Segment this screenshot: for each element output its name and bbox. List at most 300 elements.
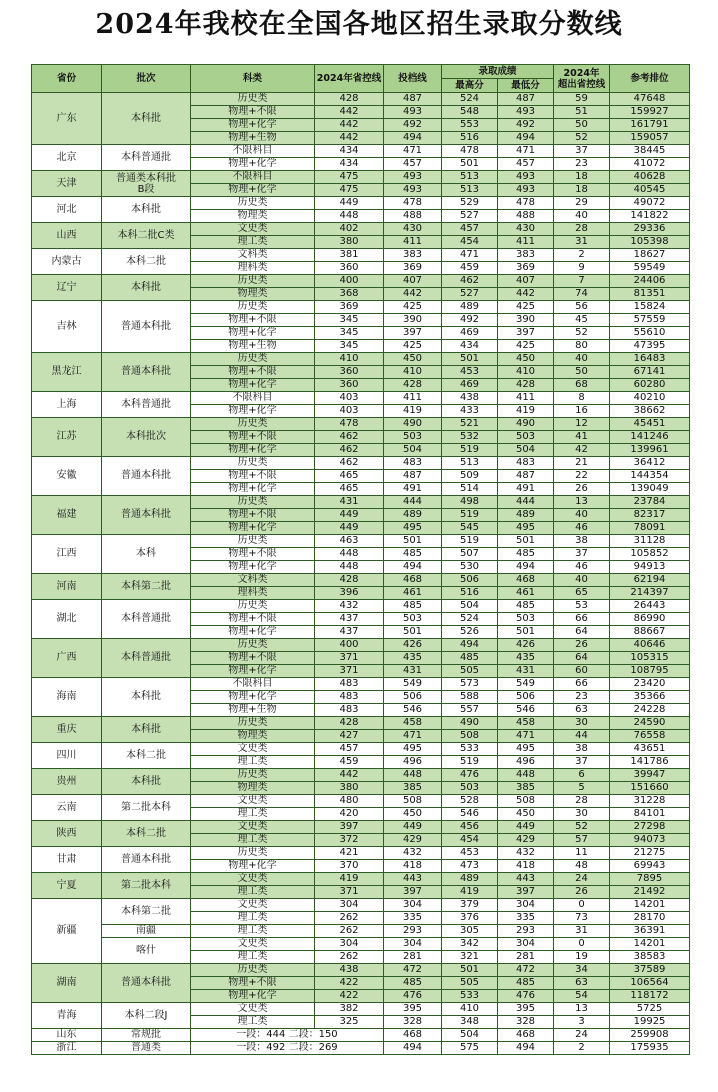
rank-cell: 40210: [610, 392, 690, 405]
filing-line-cell: 461: [384, 587, 442, 600]
rank-cell: 88667: [610, 626, 690, 639]
batch-cell: 本科二批: [102, 249, 191, 275]
above-line-cell: 52: [554, 821, 610, 834]
control-line-cell: 370: [315, 860, 384, 873]
control-line-cell: 483: [315, 704, 384, 717]
subject-cell: 历史类: [191, 301, 315, 314]
above-line-cell: 38: [554, 743, 610, 756]
subject-cell: 理科类: [191, 262, 315, 275]
control-line-cell: 462: [315, 444, 384, 457]
header-batch: 批次: [102, 65, 191, 93]
subject-cell: 物理+不限: [191, 470, 315, 483]
filing-line-cell: 494: [384, 132, 442, 145]
batch-cell: 本科批次: [102, 418, 191, 457]
rank-cell: 16483: [610, 353, 690, 366]
subject-cell: 理工类: [191, 756, 315, 769]
filing-line-cell: 411: [384, 392, 442, 405]
batch-cell: 普通本科批: [102, 847, 191, 873]
rank-cell: 29336: [610, 223, 690, 236]
above-line-cell: 13: [554, 1003, 610, 1016]
min-score-cell: 383: [498, 249, 554, 262]
filing-line-cell: 281: [384, 951, 442, 964]
table-row: [32, 197, 690, 210]
subject-cell: 文史类: [191, 821, 315, 834]
control-line-cell: 304: [315, 899, 384, 912]
above-line-cell: 30: [554, 717, 610, 730]
control-line-cell: 410: [315, 353, 384, 366]
above-line-cell: 30: [554, 808, 610, 821]
batch-cell: 普通类本科批 B段: [102, 171, 191, 197]
province-cell: 贵州: [32, 769, 102, 795]
province-cell: 宁夏: [32, 873, 102, 899]
filing-line-cell: 493: [384, 106, 442, 119]
max-score-cell: 505: [442, 665, 498, 678]
min-score-cell: 397: [498, 886, 554, 899]
filing-line-cell: 293: [384, 925, 442, 938]
subject-cell: 历史类: [191, 964, 315, 977]
subject-cell: 物理+不限: [191, 548, 315, 561]
table-row: [32, 392, 690, 405]
control-line-cell: 465: [315, 470, 384, 483]
min-score-cell: 395: [498, 1003, 554, 1016]
above-line-cell: 60: [554, 665, 610, 678]
rank-cell: 24406: [610, 275, 690, 288]
above-line-cell: 12: [554, 418, 610, 431]
min-score-cell: 501: [498, 626, 554, 639]
province-cell: 江苏: [32, 418, 102, 457]
filing-line-cell: 429: [384, 834, 442, 847]
rank-cell: 18627: [610, 249, 690, 262]
subject-cell: 理工类: [191, 912, 315, 925]
control-line-cell: 345: [315, 340, 384, 353]
control-line-cell: 402: [315, 223, 384, 236]
table-row: [32, 249, 690, 262]
filing-line-cell: 488: [384, 210, 442, 223]
max-score-cell: 498: [442, 496, 498, 509]
table-row: [32, 639, 690, 652]
max-score-cell: 521: [442, 418, 498, 431]
province-cell: 甘肃: [32, 847, 102, 873]
above-line-cell: 31: [554, 236, 610, 249]
batch-cell: 本科批: [102, 769, 191, 795]
subject-cell: 文科类: [191, 249, 315, 262]
above-line-cell: 0: [554, 899, 610, 912]
rank-cell: 43651: [610, 743, 690, 756]
province-cell: 陕西: [32, 821, 102, 847]
control-line-cell: 483: [315, 691, 384, 704]
rank-cell: 62194: [610, 574, 690, 587]
above-line-cell: 46: [554, 522, 610, 535]
rank-cell: 118172: [610, 990, 690, 1003]
control-line-cell: 400: [315, 639, 384, 652]
control-line-cell: 422: [315, 990, 384, 1003]
above-line-cell: 52: [554, 132, 610, 145]
subject-cell: 历史类: [191, 535, 315, 548]
filing-line-cell: 425: [384, 301, 442, 314]
above-line-cell: 34: [554, 964, 610, 977]
control-line-cell: 419: [315, 873, 384, 886]
control-line-cell: 397: [315, 821, 384, 834]
min-score-cell: 419: [498, 405, 554, 418]
subject-cell: 物理+化学: [191, 184, 315, 197]
min-score-cell: 449: [498, 821, 554, 834]
rank-cell: 21492: [610, 886, 690, 899]
above-line-cell: 57: [554, 834, 610, 847]
above-line-cell: 37: [554, 548, 610, 561]
rank-cell: 23420: [610, 678, 690, 691]
filing-line-cell: 448: [384, 769, 442, 782]
control-line-cell: 345: [315, 314, 384, 327]
table-row: [32, 899, 690, 912]
min-score-cell: 493: [498, 106, 554, 119]
merged-control-line-cell: 一段：492 二段：269: [191, 1042, 384, 1055]
control-line-cell: 422: [315, 977, 384, 990]
subject-cell: 物理+化学: [191, 665, 315, 678]
subject-cell: 理工类: [191, 886, 315, 899]
filing-line-cell: 494: [384, 561, 442, 574]
min-score-cell: 495: [498, 743, 554, 756]
above-line-cell: 37: [554, 756, 610, 769]
table-row: [32, 1029, 690, 1042]
above-line-cell: 64: [554, 652, 610, 665]
filing-line-cell: 487: [384, 470, 442, 483]
subject-cell: 不限科目: [191, 392, 315, 405]
subject-cell: 历史类: [191, 717, 315, 730]
province-cell: 北京: [32, 145, 102, 171]
min-score-cell: 487: [498, 93, 554, 106]
rank-cell: 28170: [610, 912, 690, 925]
province-cell: 安徽: [32, 457, 102, 496]
rank-cell: 161791: [610, 119, 690, 132]
above-line-cell: 63: [554, 977, 610, 990]
subject-cell: 文史类: [191, 223, 315, 236]
subject-cell: 物理+不限: [191, 314, 315, 327]
batch-cell: 本科普通批: [102, 600, 191, 639]
batch-cell: 第二批本科: [102, 795, 191, 821]
control-line-cell: 437: [315, 613, 384, 626]
above-line-cell: 2: [554, 1042, 610, 1055]
min-score-cell: 426: [498, 639, 554, 652]
rank-cell: 94073: [610, 834, 690, 847]
above-line-cell: 40: [554, 509, 610, 522]
max-score-cell: 456: [442, 821, 498, 834]
max-score-cell: 553: [442, 119, 498, 132]
min-score-cell: 430: [498, 223, 554, 236]
min-score-cell: 448: [498, 769, 554, 782]
subject-cell: 历史类: [191, 418, 315, 431]
subject-cell: 文史类: [191, 873, 315, 886]
min-score-cell: 491: [498, 483, 554, 496]
filing-line-cell: 425: [384, 340, 442, 353]
province-cell: 湖北: [32, 600, 102, 639]
control-line-cell: 432: [315, 600, 384, 613]
rank-cell: 27298: [610, 821, 690, 834]
control-line-cell: 360: [315, 262, 384, 275]
min-score-cell: 468: [498, 1029, 554, 1042]
above-line-cell: 66: [554, 678, 610, 691]
province-cell: 江西: [32, 535, 102, 574]
rank-cell: 41072: [610, 158, 690, 171]
filing-line-cell: 508: [384, 795, 442, 808]
filing-line-cell: 426: [384, 639, 442, 652]
control-line-cell: 442: [315, 132, 384, 145]
max-score-cell: 454: [442, 236, 498, 249]
filing-line-cell: 419: [384, 405, 442, 418]
max-score-cell: 524: [442, 613, 498, 626]
above-line-cell: 54: [554, 990, 610, 1003]
above-line-cell: 28: [554, 223, 610, 236]
max-score-cell: 457: [442, 223, 498, 236]
above-line-cell: 23: [554, 158, 610, 171]
max-score-cell: 462: [442, 275, 498, 288]
filing-line-cell: 449: [384, 821, 442, 834]
above-line-cell: 24: [554, 873, 610, 886]
admission-score-table: [31, 64, 690, 1055]
province-cell: 山东: [32, 1029, 102, 1042]
rank-cell: 38662: [610, 405, 690, 418]
subject-cell: 物理+不限: [191, 106, 315, 119]
min-score-cell: 485: [498, 600, 554, 613]
rank-cell: 21275: [610, 847, 690, 860]
table-row: [32, 353, 690, 366]
above-line-cell: 40: [554, 353, 610, 366]
control-line-cell: 465: [315, 483, 384, 496]
control-line-cell: 480: [315, 795, 384, 808]
table-row: [32, 496, 690, 509]
above-line-cell: 68: [554, 379, 610, 392]
header-max-score: 最高分: [442, 79, 498, 93]
max-score-cell: 529: [442, 197, 498, 210]
header-filing-line: 投档线: [384, 65, 442, 93]
min-score-cell: 425: [498, 340, 554, 353]
province-cell: 云南: [32, 795, 102, 821]
batch-cell: 本科二批: [102, 821, 191, 847]
province-cell: 重庆: [32, 717, 102, 743]
subject-cell: 物理+生物: [191, 340, 315, 353]
max-score-cell: 305: [442, 925, 498, 938]
min-score-cell: 458: [498, 717, 554, 730]
min-score-cell: 471: [498, 730, 554, 743]
min-score-cell: 478: [498, 197, 554, 210]
max-score-cell: 532: [442, 431, 498, 444]
batch-cell: 本科普通批: [102, 145, 191, 171]
filing-line-cell: 483: [384, 457, 442, 470]
max-score-cell: 519: [442, 756, 498, 769]
above-line-cell: 38: [554, 535, 610, 548]
table-row: [32, 743, 690, 756]
subject-cell: 文史类: [191, 938, 315, 951]
province-cell: 河北: [32, 197, 102, 223]
control-line-cell: 462: [315, 431, 384, 444]
max-score-cell: 489: [442, 873, 498, 886]
rank-cell: 141246: [610, 431, 690, 444]
subject-cell: 物理+不限: [191, 613, 315, 626]
control-line-cell: 262: [315, 925, 384, 938]
min-score-cell: 407: [498, 275, 554, 288]
above-line-cell: 64: [554, 626, 610, 639]
above-line-cell: 19: [554, 951, 610, 964]
control-line-cell: 371: [315, 886, 384, 899]
subject-cell: 历史类: [191, 769, 315, 782]
control-line-cell: 434: [315, 158, 384, 171]
rank-cell: 49072: [610, 197, 690, 210]
max-score-cell: 433: [442, 405, 498, 418]
min-score-cell: 425: [498, 301, 554, 314]
filing-line-cell: 476: [384, 990, 442, 1003]
subject-cell: 历史类: [191, 275, 315, 288]
filing-line-cell: 468: [384, 574, 442, 587]
page-title: 2024年我校在全国各地区招生录取分数线: [95, 9, 623, 40]
rank-cell: 105852: [610, 548, 690, 561]
above-line-cell: 59: [554, 93, 610, 106]
rank-cell: 40545: [610, 184, 690, 197]
subject-cell: 物理+不限: [191, 366, 315, 379]
control-line-cell: 434: [315, 145, 384, 158]
rank-cell: 38445: [610, 145, 690, 158]
table-row: [32, 171, 690, 184]
filing-line-cell: 493: [384, 184, 442, 197]
above-line-cell: 80: [554, 340, 610, 353]
above-line-cell: 26: [554, 639, 610, 652]
rank-cell: 55610: [610, 327, 690, 340]
min-score-cell: 410: [498, 366, 554, 379]
min-score-cell: 471: [498, 145, 554, 158]
above-line-cell: 8: [554, 392, 610, 405]
subject-cell: 历史类: [191, 496, 315, 509]
table-row: [32, 574, 690, 587]
max-score-cell: 476: [442, 769, 498, 782]
rank-cell: 35366: [610, 691, 690, 704]
max-score-cell: 519: [442, 444, 498, 457]
min-score-cell: 506: [498, 691, 554, 704]
subject-cell: 物理+化学: [191, 444, 315, 457]
filing-line-cell: 503: [384, 613, 442, 626]
min-score-cell: 472: [498, 964, 554, 977]
max-score-cell: 545: [442, 522, 498, 535]
min-score-cell: 304: [498, 938, 554, 951]
province-cell: 湖南: [32, 964, 102, 1003]
above-line-cell: 63: [554, 704, 610, 717]
header-scores-group: 录取成绩: [442, 65, 554, 79]
max-score-cell: 459: [442, 262, 498, 275]
batch-cell: 本科批: [102, 275, 191, 301]
max-score-cell: 501: [442, 158, 498, 171]
filing-line-cell: 501: [384, 626, 442, 639]
above-line-cell: 9: [554, 262, 610, 275]
rank-cell: 82317: [610, 509, 690, 522]
filing-line-cell: 395: [384, 1003, 442, 1016]
min-score-cell: 442: [498, 288, 554, 301]
table-row: [32, 535, 690, 548]
filing-line-cell: 428: [384, 379, 442, 392]
max-score-cell: 469: [442, 379, 498, 392]
rank-cell: 141822: [610, 210, 690, 223]
filing-line-cell: 304: [384, 938, 442, 951]
min-score-cell: 457: [498, 158, 554, 171]
control-line-cell: 428: [315, 93, 384, 106]
filing-line-cell: 492: [384, 119, 442, 132]
max-score-cell: 533: [442, 743, 498, 756]
max-score-cell: 503: [442, 782, 498, 795]
min-score-cell: 494: [498, 132, 554, 145]
filing-line-cell: 485: [384, 977, 442, 990]
control-line-cell: 449: [315, 197, 384, 210]
max-score-cell: 513: [442, 184, 498, 197]
control-line-cell: 372: [315, 834, 384, 847]
control-line-cell: 421: [315, 847, 384, 860]
above-line-cell: 51: [554, 106, 610, 119]
above-line-cell: 65: [554, 587, 610, 600]
control-line-cell: 360: [315, 379, 384, 392]
above-line-cell: 11: [554, 847, 610, 860]
control-line-cell: 371: [315, 652, 384, 665]
max-score-cell: 526: [442, 626, 498, 639]
filing-line-cell: 485: [384, 548, 442, 561]
min-score-cell: 390: [498, 314, 554, 327]
subject-cell: 物理+化学: [191, 483, 315, 496]
min-score-cell: 485: [498, 548, 554, 561]
province-cell: 海南: [32, 678, 102, 717]
control-line-cell: 478: [315, 418, 384, 431]
rank-cell: 40628: [610, 171, 690, 184]
filing-line-cell: 397: [384, 327, 442, 340]
rank-cell: 14201: [610, 899, 690, 912]
above-line-cell: 37: [554, 145, 610, 158]
above-line-cell: 23: [554, 691, 610, 704]
batch-cell: 普通本科批: [102, 964, 191, 1003]
min-score-cell: 492: [498, 119, 554, 132]
filing-line-cell: 328: [384, 1016, 442, 1029]
header-min-score: 最低分: [498, 79, 554, 93]
max-score-cell: 348: [442, 1016, 498, 1029]
above-line-cell: 26: [554, 483, 610, 496]
subject-cell: 物理+化学: [191, 405, 315, 418]
subject-cell: 物理+化学: [191, 561, 315, 574]
rank-cell: 60280: [610, 379, 690, 392]
max-score-cell: 492: [442, 314, 498, 327]
min-score-cell: 435: [498, 652, 554, 665]
control-line-cell: 449: [315, 509, 384, 522]
table-row: [32, 457, 690, 470]
above-line-cell: 45: [554, 314, 610, 327]
min-score-cell: 411: [498, 236, 554, 249]
filing-line-cell: 443: [384, 873, 442, 886]
filing-line-cell: 385: [384, 782, 442, 795]
batch-cell: 普通本科批: [102, 496, 191, 535]
batch-cell: 本科二批: [102, 743, 191, 769]
above-line-cell: 53: [554, 600, 610, 613]
min-score-cell: 489: [498, 509, 554, 522]
subject-cell: 物理+化学: [191, 522, 315, 535]
header-above-line: 2024年 超出省控线: [554, 65, 610, 93]
min-score-cell: 496: [498, 756, 554, 769]
batch-cell: 普通类: [102, 1042, 191, 1055]
max-score-cell: 501: [442, 353, 498, 366]
table-row: [32, 275, 690, 288]
above-line-cell: 2: [554, 249, 610, 262]
rank-cell: 15824: [610, 301, 690, 314]
filing-line-cell: 489: [384, 509, 442, 522]
table-row: [32, 925, 690, 938]
min-score-cell: 546: [498, 704, 554, 717]
filing-line-cell: 450: [384, 808, 442, 821]
province-cell: 福建: [32, 496, 102, 535]
batch-cell: 本科普通批: [102, 639, 191, 678]
control-line-cell: 403: [315, 392, 384, 405]
rank-cell: 31228: [610, 795, 690, 808]
filing-line-cell: 494: [384, 1042, 442, 1055]
min-score-cell: 503: [498, 431, 554, 444]
